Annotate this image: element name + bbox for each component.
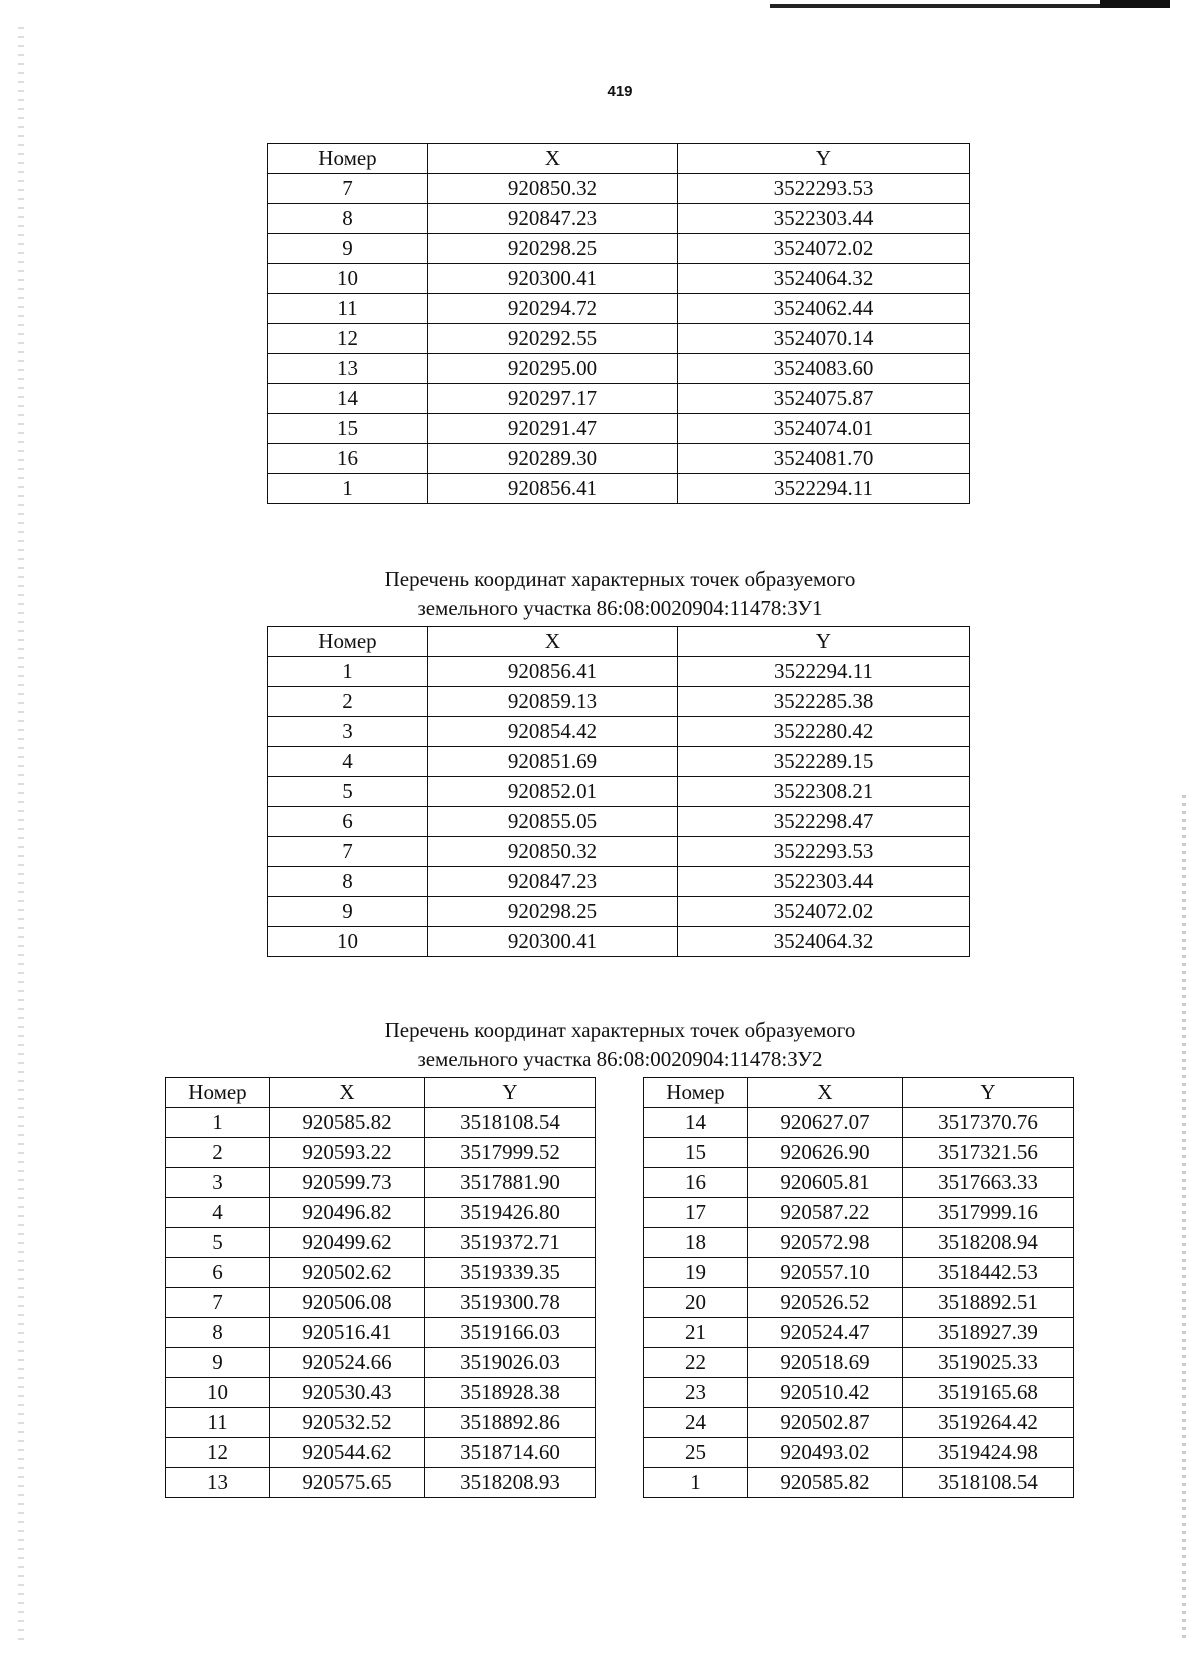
cell-x: 920856.41 bbox=[428, 474, 678, 504]
cell-x: 920516.41 bbox=[270, 1318, 425, 1348]
cell-number: 11 bbox=[166, 1408, 270, 1438]
cell-x: 920297.17 bbox=[428, 384, 678, 414]
cell-y: 3522294.11 bbox=[678, 474, 970, 504]
cell-number: 25 bbox=[644, 1438, 748, 1468]
table-row bbox=[166, 1318, 596, 1348]
cell-number: 10 bbox=[166, 1378, 270, 1408]
cell-x: 920852.01 bbox=[428, 777, 678, 807]
cell-number: 1 bbox=[268, 657, 428, 687]
cell-number: 8 bbox=[268, 204, 428, 234]
table-row bbox=[166, 1108, 596, 1138]
cell-y: 3519025.33 bbox=[903, 1348, 1074, 1378]
cell-y: 3518928.38 bbox=[425, 1378, 596, 1408]
cell-number: 4 bbox=[268, 747, 428, 777]
table-header-row bbox=[268, 627, 970, 657]
table-row bbox=[644, 1318, 1074, 1348]
cell-number: 9 bbox=[166, 1348, 270, 1378]
cell-number: 9 bbox=[268, 234, 428, 264]
cell-x: 920502.87 bbox=[748, 1408, 903, 1438]
cell-y: 3518108.54 bbox=[425, 1108, 596, 1138]
column-header-number: Номер bbox=[644, 1078, 748, 1108]
table-row bbox=[644, 1348, 1074, 1378]
cell-x: 920526.52 bbox=[748, 1288, 903, 1318]
table-row bbox=[268, 444, 970, 474]
cell-y: 3518714.60 bbox=[425, 1438, 596, 1468]
cell-number: 3 bbox=[166, 1168, 270, 1198]
table-row bbox=[166, 1468, 596, 1498]
cell-y: 3518208.94 bbox=[903, 1228, 1074, 1258]
table-row bbox=[166, 1258, 596, 1288]
cell-x: 920626.90 bbox=[748, 1138, 903, 1168]
cell-y: 3519424.98 bbox=[903, 1438, 1074, 1468]
table-row bbox=[268, 927, 970, 957]
column-header-y: Y bbox=[425, 1078, 596, 1108]
table-row bbox=[268, 384, 970, 414]
column-header-x: X bbox=[270, 1078, 425, 1108]
table-row bbox=[268, 234, 970, 264]
cell-number: 9 bbox=[268, 897, 428, 927]
cell-x: 920855.05 bbox=[428, 807, 678, 837]
table-row bbox=[644, 1108, 1074, 1138]
cell-y: 3517999.52 bbox=[425, 1138, 596, 1168]
table-header-row bbox=[268, 144, 970, 174]
cell-y: 3522303.44 bbox=[678, 204, 970, 234]
cell-number: 17 bbox=[644, 1198, 748, 1228]
cell-y: 3517321.56 bbox=[903, 1138, 1074, 1168]
table-header-row bbox=[166, 1078, 596, 1108]
cell-y: 3524081.70 bbox=[678, 444, 970, 474]
cell-number: 6 bbox=[166, 1258, 270, 1288]
table-row bbox=[644, 1228, 1074, 1258]
top-rule-end bbox=[1100, 0, 1170, 8]
table-row bbox=[268, 264, 970, 294]
table-row bbox=[644, 1198, 1074, 1228]
cell-y: 3522293.53 bbox=[678, 174, 970, 204]
cell-number: 1 bbox=[644, 1468, 748, 1498]
cell-number: 4 bbox=[166, 1198, 270, 1228]
coordinates-table-zu1 bbox=[267, 626, 970, 957]
cell-y: 3524070.14 bbox=[678, 324, 970, 354]
cell-y: 3522298.47 bbox=[678, 807, 970, 837]
table-row bbox=[268, 717, 970, 747]
cell-y: 3522285.38 bbox=[678, 687, 970, 717]
cell-x: 920847.23 bbox=[428, 204, 678, 234]
cell-number: 19 bbox=[644, 1258, 748, 1288]
cell-x: 920499.62 bbox=[270, 1228, 425, 1258]
cell-number: 5 bbox=[268, 777, 428, 807]
cell-y: 3524074.01 bbox=[678, 414, 970, 444]
cell-y: 3518442.53 bbox=[903, 1258, 1074, 1288]
cell-x: 920300.41 bbox=[428, 927, 678, 957]
cell-x: 920854.42 bbox=[428, 717, 678, 747]
cell-y: 3524064.32 bbox=[678, 927, 970, 957]
cell-number: 13 bbox=[166, 1468, 270, 1498]
cell-x: 920575.65 bbox=[270, 1468, 425, 1498]
cell-x: 920532.52 bbox=[270, 1408, 425, 1438]
cell-number: 2 bbox=[166, 1138, 270, 1168]
cell-number: 6 bbox=[268, 807, 428, 837]
table-row bbox=[166, 1138, 596, 1168]
cell-x: 920856.41 bbox=[428, 657, 678, 687]
table-row bbox=[268, 294, 970, 324]
table-row bbox=[268, 867, 970, 897]
cell-x: 920627.07 bbox=[748, 1108, 903, 1138]
column-header-number: Номер bbox=[166, 1078, 270, 1108]
cell-x: 920572.98 bbox=[748, 1228, 903, 1258]
column-header-x: X bbox=[428, 627, 678, 657]
cell-number: 15 bbox=[268, 414, 428, 444]
cell-number: 15 bbox=[644, 1138, 748, 1168]
cell-x: 920851.69 bbox=[428, 747, 678, 777]
table-row bbox=[166, 1408, 596, 1438]
cell-number: 2 bbox=[268, 687, 428, 717]
cell-y: 3524072.02 bbox=[678, 897, 970, 927]
cell-y: 3524083.60 bbox=[678, 354, 970, 384]
cell-number: 13 bbox=[268, 354, 428, 384]
cell-y: 3522280.42 bbox=[678, 717, 970, 747]
cell-y: 3519264.42 bbox=[903, 1408, 1074, 1438]
cell-number: 12 bbox=[166, 1438, 270, 1468]
table-row bbox=[268, 474, 970, 504]
cell-y: 3524075.87 bbox=[678, 384, 970, 414]
cell-x: 920593.22 bbox=[270, 1138, 425, 1168]
table-row bbox=[166, 1228, 596, 1258]
cell-number: 16 bbox=[644, 1168, 748, 1198]
cell-number: 7 bbox=[268, 837, 428, 867]
cell-x: 920518.69 bbox=[748, 1348, 903, 1378]
table-row bbox=[166, 1348, 596, 1378]
coordinates-table-zu2-left bbox=[165, 1077, 596, 1498]
cell-y: 3519426.80 bbox=[425, 1198, 596, 1228]
cell-x: 920544.62 bbox=[270, 1438, 425, 1468]
table-row bbox=[268, 204, 970, 234]
column-header-y: Y bbox=[678, 144, 970, 174]
cell-number: 10 bbox=[268, 264, 428, 294]
cell-y: 3524072.02 bbox=[678, 234, 970, 264]
cell-y: 3519372.71 bbox=[425, 1228, 596, 1258]
cell-number: 1 bbox=[166, 1108, 270, 1138]
cell-y: 3519339.35 bbox=[425, 1258, 596, 1288]
cell-x: 920557.10 bbox=[748, 1258, 903, 1288]
cell-x: 920295.00 bbox=[428, 354, 678, 384]
column-header-number: Номер bbox=[268, 144, 428, 174]
cell-x: 920859.13 bbox=[428, 687, 678, 717]
cell-number: 5 bbox=[166, 1228, 270, 1258]
table-row bbox=[644, 1468, 1074, 1498]
table-row bbox=[644, 1408, 1074, 1438]
table-row bbox=[268, 414, 970, 444]
cell-number: 24 bbox=[644, 1408, 748, 1438]
cell-x: 920506.08 bbox=[270, 1288, 425, 1318]
cell-number: 7 bbox=[166, 1288, 270, 1318]
table-row bbox=[268, 837, 970, 867]
table-row bbox=[268, 174, 970, 204]
cell-x: 920496.82 bbox=[270, 1198, 425, 1228]
cell-x: 920300.41 bbox=[428, 264, 678, 294]
cell-x: 920850.32 bbox=[428, 837, 678, 867]
cell-y: 3518892.86 bbox=[425, 1408, 596, 1438]
cell-number: 21 bbox=[644, 1318, 748, 1348]
table-row bbox=[268, 657, 970, 687]
cell-x: 920587.22 bbox=[748, 1198, 903, 1228]
table-row bbox=[644, 1438, 1074, 1468]
cell-x: 920585.82 bbox=[748, 1468, 903, 1498]
cell-y: 3522289.15 bbox=[678, 747, 970, 777]
cell-x: 920524.66 bbox=[270, 1348, 425, 1378]
table-row bbox=[166, 1438, 596, 1468]
cell-y: 3519165.68 bbox=[903, 1378, 1074, 1408]
table-row bbox=[268, 324, 970, 354]
cell-number: 14 bbox=[268, 384, 428, 414]
cell-x: 920289.30 bbox=[428, 444, 678, 474]
cell-number: 16 bbox=[268, 444, 428, 474]
scan-edge-left bbox=[18, 20, 24, 1640]
cell-y: 3522294.11 bbox=[678, 657, 970, 687]
table-row bbox=[644, 1138, 1074, 1168]
cell-x: 920524.47 bbox=[748, 1318, 903, 1348]
cell-x: 920585.82 bbox=[270, 1108, 425, 1138]
cell-x: 920298.25 bbox=[428, 897, 678, 927]
cell-number: 1 bbox=[268, 474, 428, 504]
column-header-x: X bbox=[428, 144, 678, 174]
caption-zu1-line1: Перечень координат характерных точек образуемого bbox=[384, 567, 856, 591]
cell-number: 8 bbox=[166, 1318, 270, 1348]
cell-x: 920850.32 bbox=[428, 174, 678, 204]
cell-x: 920294.72 bbox=[428, 294, 678, 324]
cell-number: 18 bbox=[644, 1228, 748, 1258]
table-row bbox=[644, 1378, 1074, 1408]
cell-y: 3518108.54 bbox=[903, 1468, 1074, 1498]
cell-y: 3519026.03 bbox=[425, 1348, 596, 1378]
cell-y: 3517370.76 bbox=[903, 1108, 1074, 1138]
column-header-x: X bbox=[748, 1078, 903, 1108]
cell-number: 3 bbox=[268, 717, 428, 747]
cell-x: 920530.43 bbox=[270, 1378, 425, 1408]
cell-y: 3518927.39 bbox=[903, 1318, 1074, 1348]
page-number: 419 bbox=[607, 83, 633, 100]
table-row bbox=[268, 807, 970, 837]
cell-number: 22 bbox=[644, 1348, 748, 1378]
cell-x: 920292.55 bbox=[428, 324, 678, 354]
table-row bbox=[166, 1288, 596, 1318]
cell-number: 23 bbox=[644, 1378, 748, 1408]
cell-y: 3524062.44 bbox=[678, 294, 970, 324]
table-row bbox=[268, 747, 970, 777]
cell-number: 11 bbox=[268, 294, 428, 324]
cell-x: 920298.25 bbox=[428, 234, 678, 264]
cell-number: 12 bbox=[268, 324, 428, 354]
cell-x: 920493.02 bbox=[748, 1438, 903, 1468]
cell-y: 3519166.03 bbox=[425, 1318, 596, 1348]
column-header-y: Y bbox=[678, 627, 970, 657]
cell-y: 3519300.78 bbox=[425, 1288, 596, 1318]
cell-y: 3517999.16 bbox=[903, 1198, 1074, 1228]
caption-zu1-line2: земельного участка 86:08:0020904:11478:ЗУ1 bbox=[417, 596, 823, 620]
table-header-row bbox=[644, 1078, 1074, 1108]
caption-zu2-line2: земельного участка 86:08:0020904:11478:ЗУ2 bbox=[417, 1047, 823, 1071]
cell-y: 3524064.32 bbox=[678, 264, 970, 294]
cell-y: 3522308.21 bbox=[678, 777, 970, 807]
caption-zu2 bbox=[260, 1016, 980, 1074]
cell-number: 7 bbox=[268, 174, 428, 204]
table-row bbox=[166, 1378, 596, 1408]
table-row bbox=[268, 687, 970, 717]
table-row bbox=[644, 1288, 1074, 1318]
table-row bbox=[268, 354, 970, 384]
cell-x: 920599.73 bbox=[270, 1168, 425, 1198]
table-row bbox=[166, 1198, 596, 1228]
cell-x: 920847.23 bbox=[428, 867, 678, 897]
coordinates-table-zu2-right bbox=[643, 1077, 1074, 1498]
cell-y: 3517663.33 bbox=[903, 1168, 1074, 1198]
cell-number: 14 bbox=[644, 1108, 748, 1138]
coordinates-table-continued bbox=[267, 143, 970, 504]
table-row bbox=[268, 897, 970, 927]
table-row bbox=[644, 1258, 1074, 1288]
column-header-number: Номер bbox=[268, 627, 428, 657]
cell-y: 3522303.44 bbox=[678, 867, 970, 897]
table-row bbox=[644, 1168, 1074, 1198]
cell-y: 3518892.51 bbox=[903, 1288, 1074, 1318]
cell-x: 920510.42 bbox=[748, 1378, 903, 1408]
cell-y: 3522293.53 bbox=[678, 837, 970, 867]
scan-edge-right bbox=[1182, 790, 1186, 1640]
cell-number: 8 bbox=[268, 867, 428, 897]
cell-y: 3517881.90 bbox=[425, 1168, 596, 1198]
caption-zu2-line1: Перечень координат характерных точек образуемого bbox=[384, 1018, 856, 1042]
table-row bbox=[268, 777, 970, 807]
caption-zu1 bbox=[260, 565, 980, 623]
table-row bbox=[166, 1168, 596, 1198]
cell-x: 920502.62 bbox=[270, 1258, 425, 1288]
cell-number: 10 bbox=[268, 927, 428, 957]
cell-x: 920605.81 bbox=[748, 1168, 903, 1198]
cell-x: 920291.47 bbox=[428, 414, 678, 444]
cell-y: 3518208.93 bbox=[425, 1468, 596, 1498]
cell-number: 20 bbox=[644, 1288, 748, 1318]
column-header-y: Y bbox=[903, 1078, 1074, 1108]
